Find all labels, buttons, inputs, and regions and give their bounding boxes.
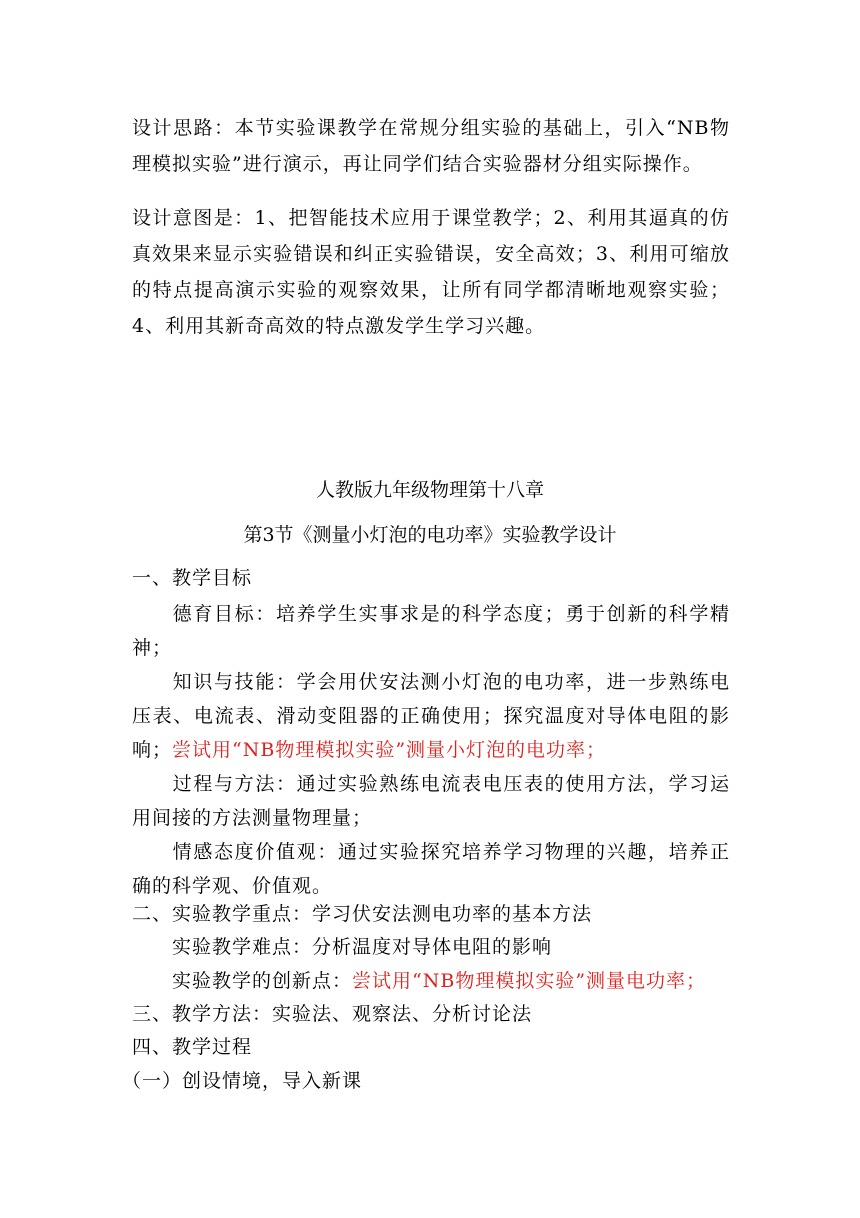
knowledge-goal-highlight: 尝试用“NB物理模拟实验”测量小灯泡的电功率；: [172, 739, 607, 761]
knowledge-goal-text: 知识与技能：学会用伏安法测小灯泡的电功率，进一步熟练电压表、电流表、滑动变阻器的正确使用；探究温度对导体电阻的影响；: [132, 671, 730, 761]
design-idea-text: 设计思路：本节实验课教学在常规分组实验的基础上，引入“NB物理模拟实验”进行演示，再让同学们结合实验器材分组实际操作。: [132, 117, 730, 175]
innovation-line: [172, 966, 706, 996]
knowledge-goal-paragraph: [132, 665, 730, 767]
emotion-goal-text: 情感态度价值观：通过实验探究培养学习物理的兴趣，培养正确的科学观、价值观。: [132, 841, 730, 897]
design-intent-paragraph: [132, 200, 730, 344]
chapter-title: 人教版九年级物理第十八章: [315, 479, 544, 501]
section-heading-goals: 一、教学目标: [132, 567, 253, 589]
design-idea-paragraph: [132, 110, 730, 182]
emotion-goal-paragraph: [132, 835, 730, 903]
innovation-label: 实验教学的创新点：: [172, 970, 353, 992]
process-goal-paragraph: [132, 767, 730, 835]
lesson-title: 第3节《测量小灯泡的电功率》实验教学设计: [243, 524, 617, 546]
section-heading-process: 四、教学过程: [132, 1036, 253, 1058]
section-heading-methods: 三、教学方法：实验法、观察法、分析讨论法: [132, 1003, 533, 1025]
subsection-heading-intro: （一）创设情境，导入新课: [122, 1070, 363, 1092]
moral-goal-paragraph: [132, 597, 730, 665]
process-goal-text: 过程与方法：通过实验熟练电流表电压表的使用方法，学习运用间接的方法测量物理量；: [132, 773, 730, 829]
moral-goal-text: 德育目标：培养学生实事求是的科学态度；勇于创新的科学精神；: [132, 603, 730, 659]
difficulty-line: 实验教学难点：分析温度对导体电阻的影响: [172, 936, 553, 958]
innovation-highlight: 尝试用“NB物理模拟实验”测量电功率；: [352, 970, 707, 992]
design-intent-text: 设计意图是：1、把智能技术应用于课堂教学；2、利用其逼真的仿真效果来显示实验错误和纠正实验错误，安全高效；3、利用可缩放的特点提高演示实验的观察效果，让所有同学都清晰地观察实验；4、利用其新奇高效的特点激发学生学习兴趣。: [132, 207, 730, 337]
section-heading-key-points: 二、实验教学重点：学习伏安法测电功率的基本方法: [132, 903, 593, 925]
